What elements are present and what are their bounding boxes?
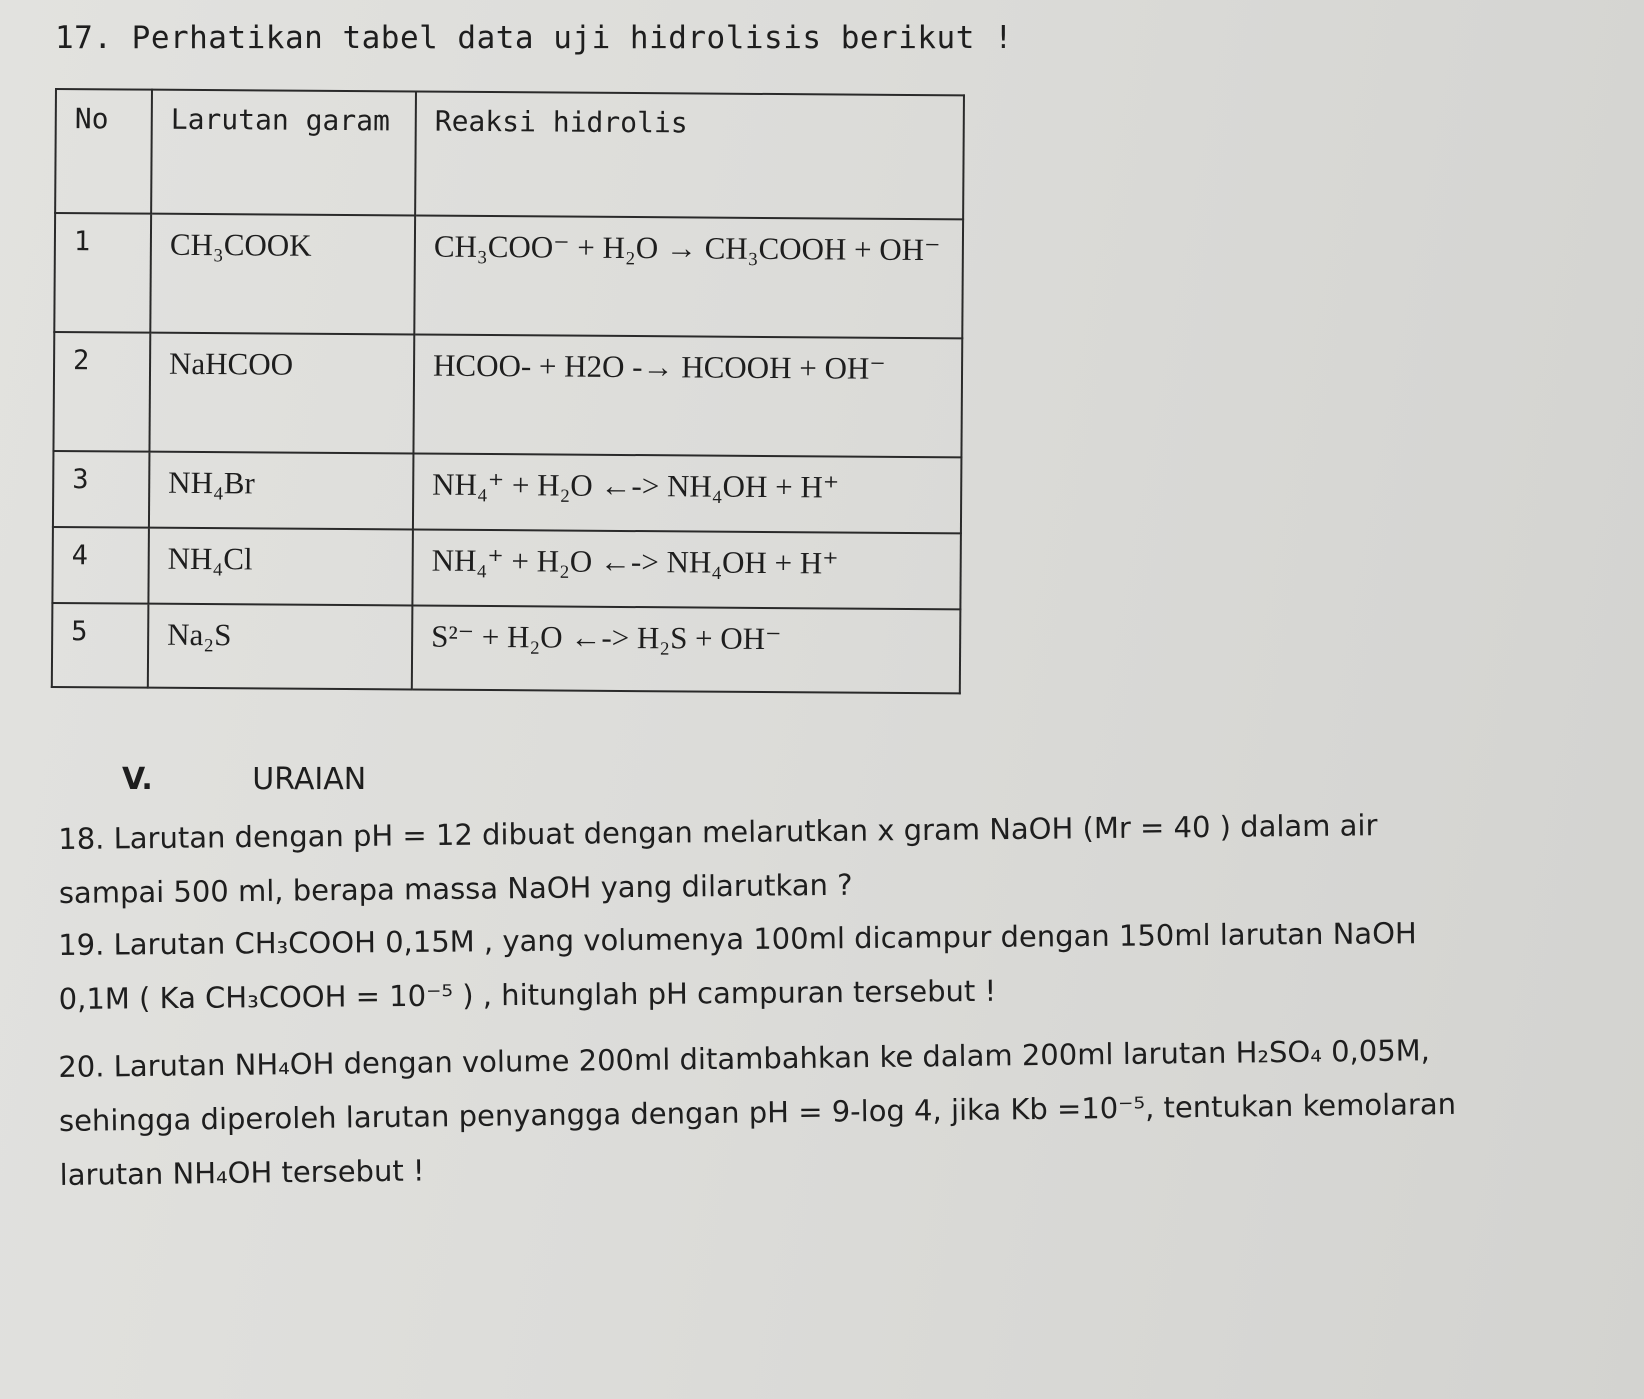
table-row [53,332,962,457]
question-20-line-1: 20. Larutan NH₄OH dengan volume 200ml ditambahkan ke dalam 200ml larutan H₂SO₄ 0,05M, [58,1033,1431,1084]
section-title: URAIAN [252,762,367,797]
table-row [54,213,963,338]
salt-cell: NaHCOO [149,333,414,454]
question-18-line-2: sampai 500 ml, berapa massa NaOH yang dilarutkan ? [58,867,853,910]
row-number: 3 [53,451,150,528]
question-17-heading: 17. Perhatikan tabel data uji hidrolisis berikut ! [55,20,1014,56]
row-number: 5 [52,603,149,688]
reaction-cell: CH₃COO⁻ + H₂O → CH₃COOH + OH⁻ [414,216,963,339]
table-row [52,527,961,609]
section-number: V. [122,762,153,797]
row-number: 4 [52,527,149,604]
question-20-line-3: larutan NH₄OH tersebut ! [59,1153,425,1192]
header-hydrolysis-reaction: Reaksi hidrolis [415,92,964,220]
table-row [53,451,962,533]
question-20 [58,1021,1580,1202]
reaction-cell: NH₄⁺ + H₂O ←-> NH₄OH + H⁺ [413,454,962,534]
table-header-row [55,89,964,219]
reaction-cell: NH₄⁺ + H₂O ←-> NH₄OH + H⁺ [412,530,961,610]
question-19-line-1: 19. Larutan CH₃COOH 0,15M , yang volumenya 100ml dicampur dengan 150ml larutan NaOH [58,916,1417,962]
reaction-cell: S²⁻ + H₂O ←-> H₂S + OH⁻ [412,606,961,694]
salt-cell: CH₃COOK [150,214,415,335]
salt-cell: NH₄Cl [148,528,413,606]
reaction-cell: HCOO- + H2O -→ HCOOH + OH⁻ [413,335,962,458]
row-number: 1 [54,213,151,333]
header-salt-solution: Larutan garam [151,90,416,216]
row-number: 2 [53,332,150,452]
question-20-line-2: sehingga diperoleh larutan penyangga dengan pH = 9-log 4, jika Kb =10⁻⁵, tentukan kemolaran [58,1086,1457,1138]
salt-cell: Na₂S [148,604,413,690]
section-heading [122,762,366,797]
question-18-line-1: 18. Larutan dengan pH = 12 dibuat dengan melarutkan x gram NaOH (Mr = 40 ) dalam air [58,808,1378,856]
question-18 [58,796,1579,920]
question-19-line-2: 0,1M ( Ka CH₃COOH = 10⁻⁵ ) , hitunglah pH campuran tersebut ! [58,973,997,1016]
salt-cell: NH₄Br [149,452,414,530]
table-row [52,603,961,693]
hydrolysis-table [51,88,965,694]
question-19 [58,905,1579,1026]
header-no: No [55,89,152,214]
